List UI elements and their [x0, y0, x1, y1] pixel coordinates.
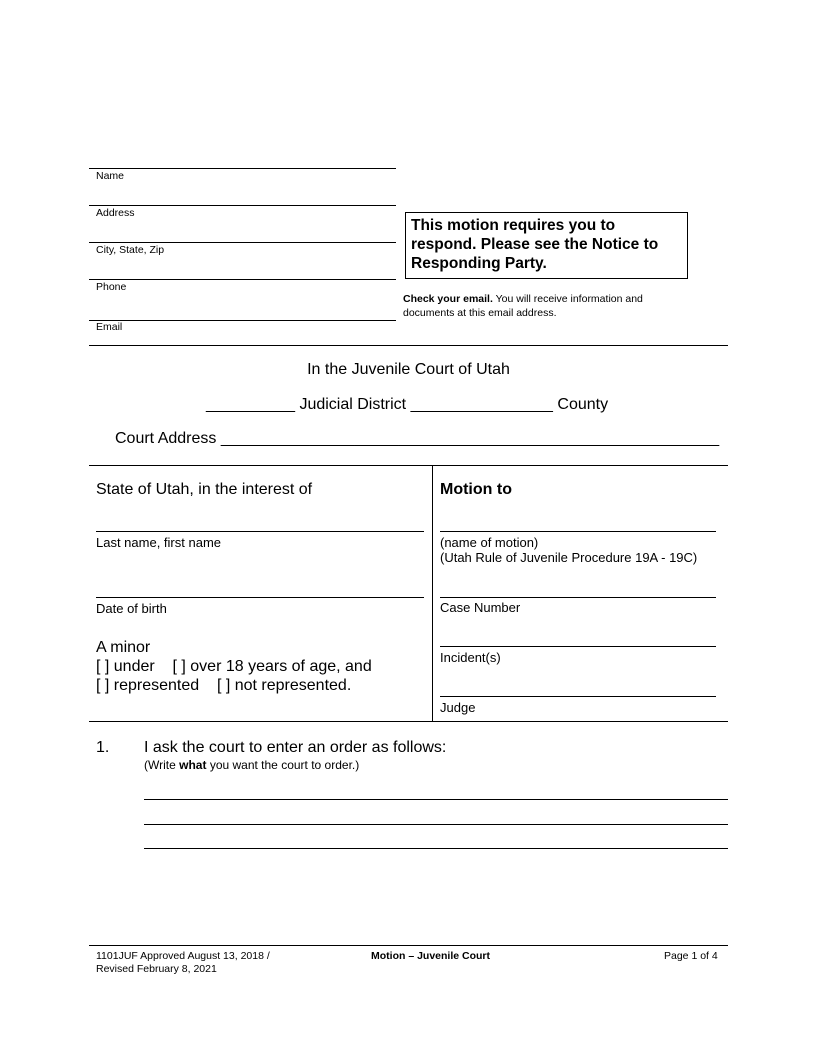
order-line-2[interactable] [144, 824, 728, 825]
email-note-line2: documents at this email address. [403, 307, 557, 319]
case-number-label: Case Number [440, 600, 521, 615]
district-blank: __________ [206, 396, 295, 413]
email-note-bold: Check your email. [403, 293, 493, 305]
address-label: Address [96, 207, 135, 219]
form-id-line1: 1101JUF Approved August 13, 2018 / [96, 950, 270, 962]
phone-label: Phone [96, 281, 127, 293]
section-1-hint [144, 758, 359, 772]
date-of-birth-label: Date of birth [96, 601, 167, 616]
section-1-text: I ask the court to enter an order as follows: [144, 739, 447, 756]
over-18-checkbox[interactable]: [ ] over 18 years of age, and [172, 658, 372, 675]
court-address-blank: ________________________________________________________ [220, 430, 720, 447]
under-18-checkbox[interactable]: [ ] under [96, 658, 155, 675]
city-state-zip-label: City, State, Zip [96, 244, 165, 256]
motion-rule: (Utah Rule of Juvenile Procedure 19A - 19C) [440, 550, 698, 565]
name-label: Name [96, 170, 125, 182]
in-interest-of: State of Utah, in the interest of [96, 481, 313, 498]
incidents-label: Incident(s) [440, 650, 501, 665]
hint-open: (Write [144, 758, 176, 772]
order-line-1[interactable] [144, 799, 728, 800]
court-address-label: Court Address [115, 430, 217, 447]
page-number: Page 1 of 4 [664, 950, 718, 962]
form-id [96, 950, 270, 976]
email-note-line1: You will receive information and [495, 293, 643, 305]
respond-notice-box: This motion requires you to respond. Please see the Notice to Responding Party. [405, 212, 688, 279]
hint-bold: what [179, 758, 207, 772]
judge-label: Judge [440, 700, 476, 715]
motion-title: Motion to [440, 481, 512, 498]
motion-name-label: (name of motion) [440, 535, 539, 550]
section-1-number: 1. [96, 739, 110, 756]
county-label: County [557, 396, 609, 413]
hint-close: you want the court to order.) [209, 758, 360, 772]
email-note [403, 292, 643, 320]
district-label: Judicial District [299, 396, 407, 413]
minor-label: A minor [96, 639, 151, 656]
minor-status [96, 638, 372, 695]
represented-checkbox[interactable]: [ ] represented [96, 677, 200, 694]
motion-name-block [440, 535, 697, 565]
form-id-line2: Revised February 8, 2021 [96, 963, 217, 975]
court-address-line [115, 430, 719, 448]
county-blank: ________________ [410, 396, 553, 413]
district-county-line [206, 396, 608, 414]
not-represented-checkbox[interactable]: [ ] not represented. [216, 677, 352, 694]
court-title: In the Juvenile Court of Utah [307, 361, 510, 378]
order-line-3[interactable] [144, 848, 728, 849]
child-name-label: Last name, first name [96, 535, 221, 550]
footer-title: Motion – Juvenile Court [371, 950, 491, 962]
email-label: Email [96, 321, 123, 333]
